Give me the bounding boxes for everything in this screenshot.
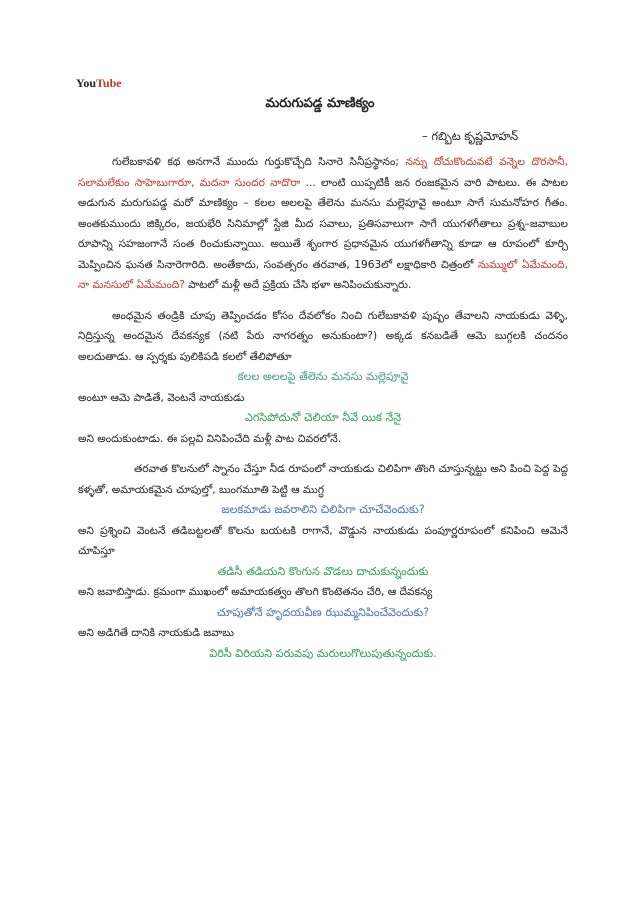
brand-tube: Tube <box>96 76 122 90</box>
verse-line-4: తడిసీ తడియని కొంగున వొడలు దాచుకున్నందుకు <box>217 564 429 578</box>
text-line-2: అని అందుకుంటాడు. ఈ పల్లవి వినిపించేది మళ్లీ పాట చివరలోనే. <box>78 432 342 445</box>
article-body <box>78 152 568 664</box>
song-titles-highlight: నన్ను దోచుకొందువటే వన్నెల దొరసానీ, సలామలేకుం సాహెబుగారూ, మదనా సుందర నాదొరా <box>78 156 568 189</box>
verse-line-5: చూపుతోనే హృదయవీణ ఝుమ్మనిపించేవెందుకు? <box>216 605 430 619</box>
text-line-1: అంటూ ఆమె పాడితే, వెంటనే నాయకుడు <box>78 391 245 404</box>
text-line-3: అని ప్రశ్నించి వెంటనే తడిబట్టలతో కొలను బయటకి రాగానే, వొడ్డున నాయకుడు పంపూర్ణరూపంలో కనిపించి ఆమెనే చూపిస్తూ <box>78 524 568 557</box>
youtube-brand[interactable] <box>76 76 122 91</box>
verse-line-3: జలకమాడు జవరాలిని చిలిపిగా చూచేవెందుకు? <box>221 503 425 516</box>
text-line-4: అని జవాబిస్తాడు. క్రమంగా ముఖంలో అమాయకత్వం తొలగి కొంటెతనం చేరి, ఆ దేవకన్య <box>78 586 433 598</box>
verse-line-6: విరిసీ విరియని పరువపు మరులుగొలుపుతున్నందుకు. <box>209 646 437 660</box>
paragraph-2: అంధమైన తండ్రికి చూపు తెప్పించడం కోసం దేవలోకం నించి గులేబకావళి పుష్పం తేవాలని నాయకుడు వెళ్ళి, నిద్రిస్తున్న అందమైన దేవకన్యక (నటి పేరు నాగరత్నం అనుకుంటా?) అక్కడ కనబడితే ఆమె బుగ్గలకి చందనం అలదుతాడు. ఆ స్పర్శకు పులికిపడి కలలో తేలిపోతూ <box>78 309 568 363</box>
paragraph-1: గులేబకావళి కథ అనగానే ముందు గుర్తుకొచ్చేది సినారె సినీప్రస్థానం; నన్ను దోచుకొందువటే వన్నెల దొరసానీ, సలామలేకుం సాహెబుగారూ, మదనా సుందర నాదొరా ... లాంటి యిప్పటికీ జన రంజకమైన వారి పాటలు. ఈ పాటల అడుగున మరుగుపడ్డ మరో మాణిక్యం – కలల అలలపై తేలెను మనసు మల్లెపూవై అంటూ సాగే సుమనోహర గీతం. అంతకుముందు జిక్కిరం, జయభేరి సినిమాల్లో స్టేజి మీద సవాలు, ప్రతిసవాలుగా సాగే యుగళగీతాలు ప్రశ్న–జవాబుల రూపాన్ని సహజంగానే సంత రించుకున్నాయి. అయితే శృంగార ప్రధానమైన యుగళగీతాన్ని కూడా ఆ రూపంలో కూర్చి మెప్పించిన ఘనత సినారెగారిది. అంతేకాదు, సంవత్సరం తరవాత, 1963లో లక్షాధికారి చిత్రంలో నుమ్ములో ఏమేమంది, నా మనసులో ఏమేమంది? పాటలో మళ్లీ అదే ప్రక్రియ చేసి భళా అనిపించుకున్నారు. <box>78 156 568 291</box>
brand-you: You <box>76 76 97 90</box>
article-author: – గబ్బిట కృష్ణమోహన్ <box>422 129 519 143</box>
text-line-5: అని అడిగితే దానికి నాయకుడి జవాబు <box>78 627 234 639</box>
verse-line-1: కలల అలలపై తేలెను మనసు మల్లెపూవై <box>237 370 409 383</box>
verse-line-2: ఎగసిపోదునో చెలియా నీవే యిక నేనై <box>244 411 402 424</box>
song-highlight: నుమ్ములో ఏమేమంది, నా మనసులో ఏమేమంది? <box>78 258 568 291</box>
article-title: మరుగుపడ్డ మాణిక్యం <box>265 96 375 111</box>
paragraph-3: తరవాత కొలనులో స్నానం చేస్తూ నీడ రూపంలో నాయకుడు చిలిపిగా తొంగి చూస్తున్నట్టు అని పించి పెద్ద పెద్ద కళ్ళతో, అమాయకమైన చూపుల్తో, బుంగమూతి పెట్టి ఆ ముగ్ధ <box>78 463 568 496</box>
